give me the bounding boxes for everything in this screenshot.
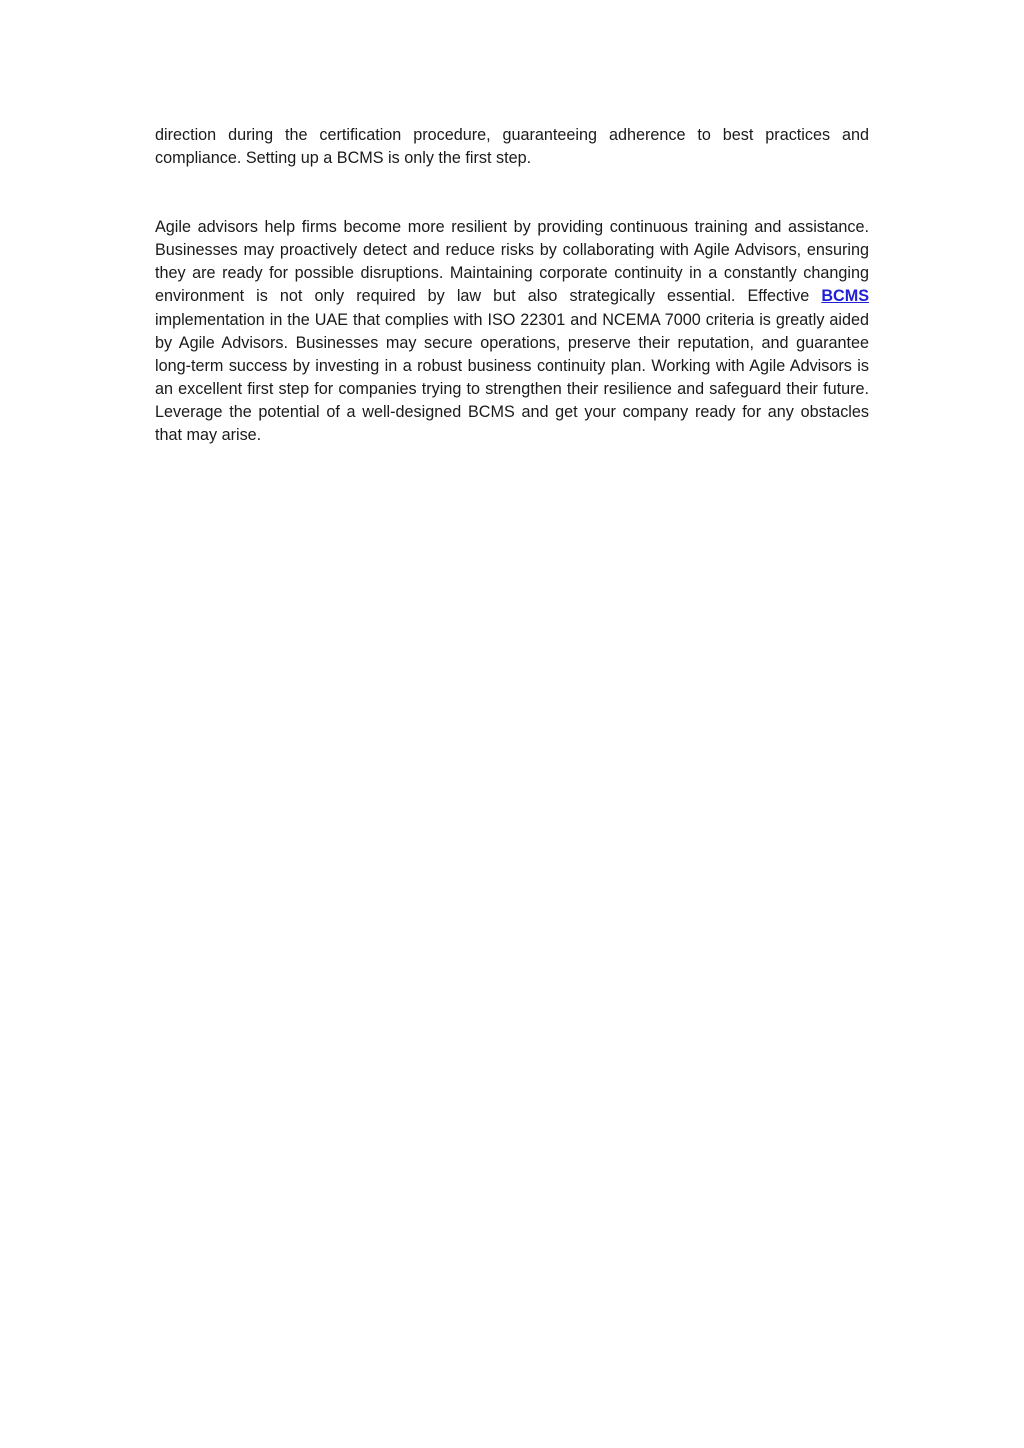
paragraph-text-before-link: Agile advisors help firms become more resilient by providing continuous training and assistance. Businesses may proactively detect and reduce risks by collaborating with Agile Advisors, ensuring they are ready for possible disruptions. Maintaining corporate continuity in a constantly changing environment is not only required by law but also strategically essential. Effective bbox=[155, 218, 869, 306]
document-body bbox=[155, 124, 869, 447]
paragraph-certification: direction during the certification procedure, guaranteeing adherence to best practices and compliance. Setting up a BCMS is only the first step. bbox=[155, 126, 869, 168]
paragraph-agile-advisors bbox=[155, 216, 869, 447]
paragraph-text-after-link: implementation in the UAE that complies with ISO 22301 and NCEMA 7000 criteria is greatly aided by Agile Advisors. Businesses may secure operations, preserve their reputation, and guarantee long-term success by investing in a robust business continuity plan. Working with Agile Advisors is an excellent first step for companies trying to strengthen their resilience and safeguard their future. Leverage the potential of a well-designed BCMS and get your company ready for any obstacles that may arise. bbox=[155, 310, 869, 445]
bcms-link[interactable]: BCMS bbox=[821, 287, 869, 306]
